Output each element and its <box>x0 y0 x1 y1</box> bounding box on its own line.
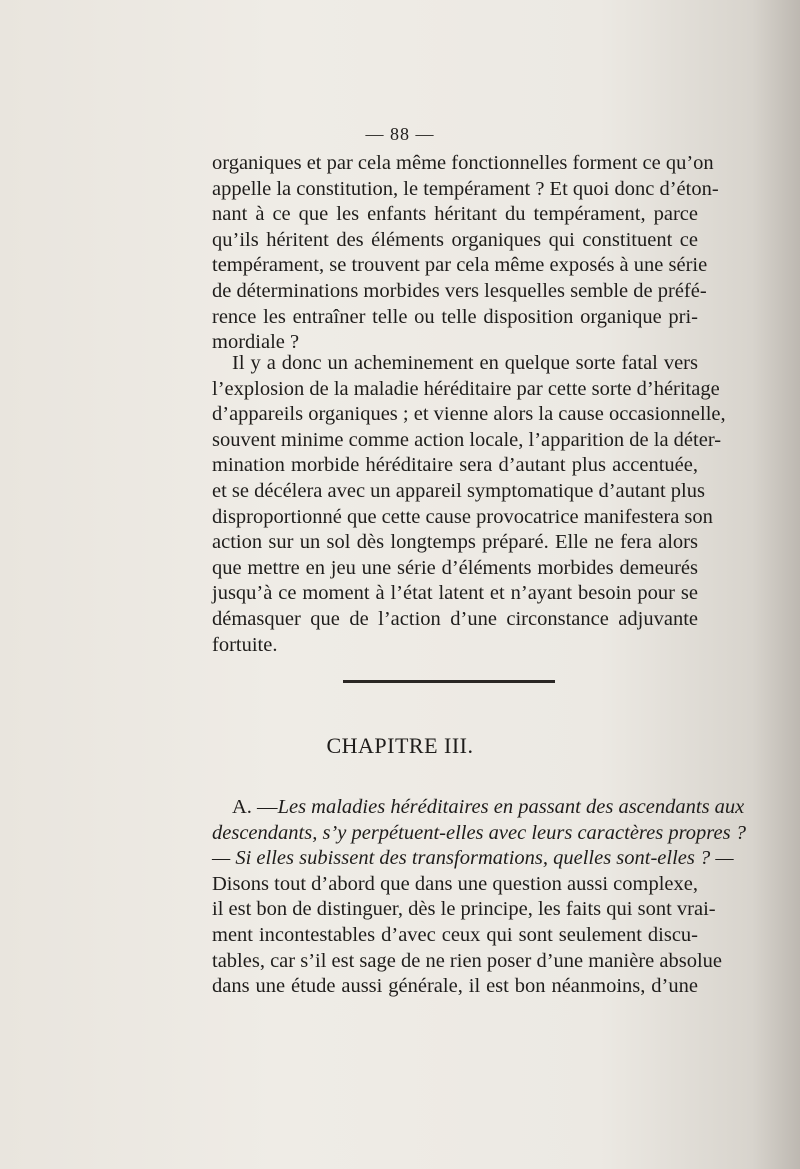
chapter-title: CHAPITRE III. <box>326 733 474 758</box>
section-marker: A. — <box>232 796 278 818</box>
text-line: l’explosion de la maladie héréditaire par cette sorte d’héritage <box>212 377 720 400</box>
text-line: fortuite. <box>212 633 278 656</box>
text-line: mination morbide héréditaire sera d’autant plus accentuée, <box>212 454 698 477</box>
text-line: que mettre en jeu une série d’éléments morbides demeurés <box>212 556 698 579</box>
text-line: nant à ce que les enfants héritant du tempérament, parce <box>212 203 698 226</box>
section-heading-line: — Si elles subissent des transformations, quelles sont-elles ? — <box>212 847 734 870</box>
section-a <box>212 795 746 1000</box>
text-line: action sur un sol dès longtemps préparé. Elle ne fera alors <box>212 531 698 554</box>
text-line: d’appareils organiques ; et vienne alors la cause occasionnelle, <box>212 403 726 426</box>
text-line: Disons tout d’abord que dans une question aussi complexe, <box>212 872 698 895</box>
text-line: disproportionné que cette cause provocatrice manifestera son <box>212 505 713 528</box>
text-line: rence les entraîner telle ou telle disposition organique pri- <box>212 305 698 328</box>
text-line: démasquer que de l’action d’une circonstance adjuvante <box>212 607 698 630</box>
section-heading-text: Les maladies héréditaires en passant des ascendants aux <box>277 796 745 818</box>
text-line: appelle la constitution, le tempérament ? Et quoi donc d’éton- <box>212 177 719 200</box>
text-line: dans une étude aussi générale, il est bon néanmoins, d’une <box>212 975 698 998</box>
text-line: tempérament, se trouvent par cela même exposés à une série <box>212 254 708 277</box>
text-line: Il y a donc un acheminement en quelque sorte fatal vers <box>232 352 698 374</box>
paragraph-continued <box>212 151 719 356</box>
text-line: organiques et par cela même fonctionnelles forment ce qu’on <box>212 152 714 174</box>
text-line: il est bon de distinguer, dès le principe, les faits qui sont vrai- <box>212 898 716 921</box>
section-heading-line <box>212 795 745 821</box>
text-line: jusqu’à ce moment à l’état latent et n’ayant besoin pour se <box>212 582 698 605</box>
paragraph-hereditary-explosion <box>212 351 726 658</box>
text-line: ment incontestables d’avec ceux qui sont seulement discu- <box>212 923 698 946</box>
text-line: qu’ils héritent des éléments organiques qui constituent ce <box>212 228 698 251</box>
text-line: mordiale ? <box>212 331 300 354</box>
section-heading-line: descendants, s’y perpétuent-elles avec leurs caractères propres ? <box>212 821 746 844</box>
text-line: et se décélera avec un appareil symptomatique d’autant plus <box>212 479 705 502</box>
text-line: de déterminations morbides vers lesquelles semble de préfé- <box>212 279 707 302</box>
text-line: souvent minime comme action locale, l’apparition de la déter- <box>212 428 722 451</box>
page-number: — 88 — <box>365 124 435 144</box>
section-divider <box>343 680 555 683</box>
text-line: tables, car s’il est sage de ne rien poser d’une manière absolue <box>212 949 723 972</box>
